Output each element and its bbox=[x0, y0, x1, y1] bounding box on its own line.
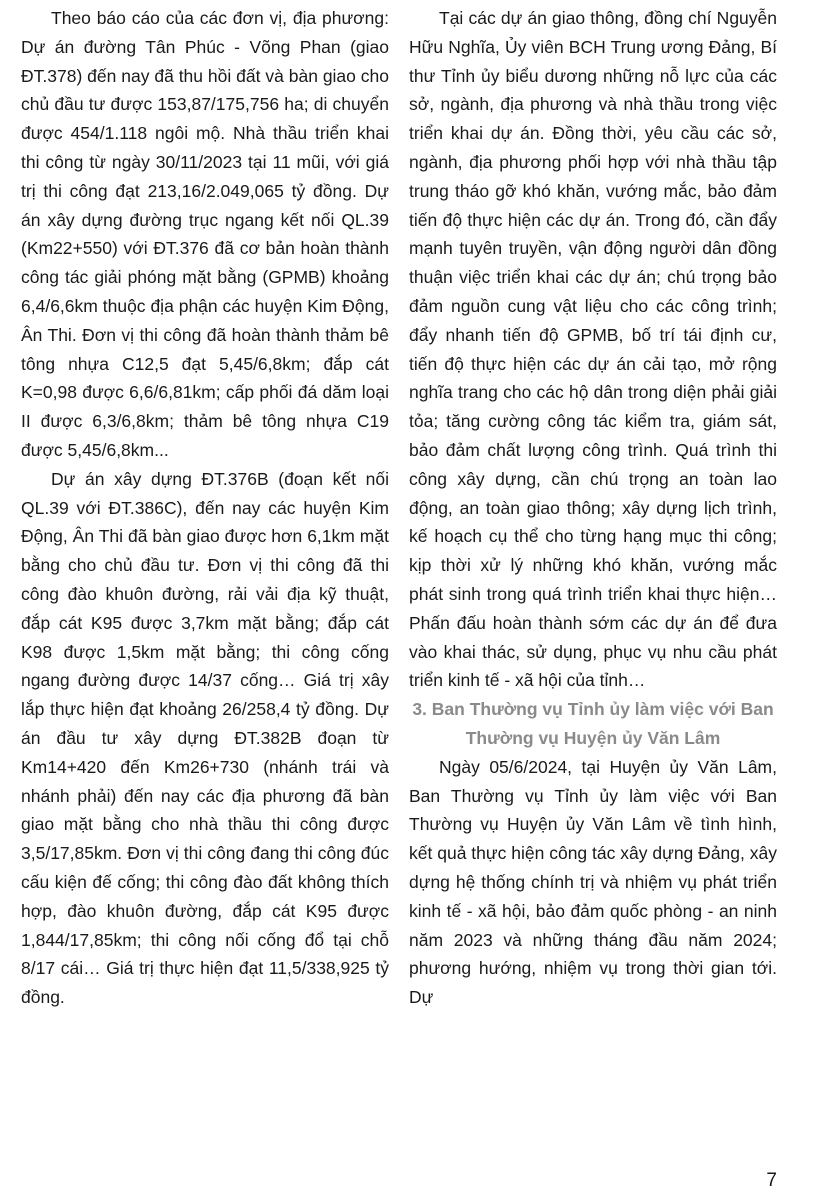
paragraph: Dự án xây dựng ĐT.376B (đoạn kết nối QL.39 với ĐT.386C), đến nay các huyện Kim Động, Ân Thi đã bàn giao được hơn 6,1km mặt bằng cho chủ đầu tư. Đơn vị thi công đã thi công đào khuôn đường, rải vải địa kỹ thuật, đắp cát K95 được 3,7km mặt bằng; đắp cát K98 được 1,5km mặt bằng; thi công cống ngang đường được 14/37 cống… Giá trị xây lắp thực hiện đạt khoảng 26/258,4 tỷ đồng. Dự án đầu tư xây dựng ĐT.382B đoạn từ Km14+420 đến Km26+730 (nhánh trái và nhánh phải) đến nay các địa phương đã bàn giao mặt bằng cho nhà thầu thi công được 3,5/17,85km. Đơn vị thi công đang thi công đúc cấu kiện đế cống; thi công đào đất không thích hợp, đào khuôn đường, đắp cát K95 được 1,844/17,85km; thi công nối cống đổ tại chỗ 8/17 cái… Giá trị thực hiện đạt 11,5/338,925 tỷ đồng. bbox=[21, 468, 389, 1008]
right-column bbox=[409, 4, 777, 1012]
section-heading: 3. Ban Thường vụ Tỉnh ủy làm việc với Ban Thường vụ Huyện ủy Văn Lâm bbox=[412, 699, 774, 748]
left-column bbox=[21, 4, 389, 1012]
paragraph: Ngày 05/6/2024, tại Huyện ủy Văn Lâm, Ban Thường vụ Tỉnh ủy làm việc với Ban Thường vụ Huyện ủy Văn Lâm về tình hình, kết quả thực hiện công tác xây dựng Đảng, xây dựng hệ thống chính trị và nhiệm vụ phát triển kinh tế - xã hội, bảo đảm quốc phòng - an ninh năm 2023 và những tháng đầu năm 2024; phương hướng, nhiệm vụ trong thời gian tới. Dự bbox=[409, 756, 777, 1008]
paragraph: Theo báo cáo của các đơn vị, địa phương: Dự án đường Tân Phúc - Võng Phan (giao ĐT.378) đến nay đã thu hồi đất và bàn giao cho chủ đầu tư được 153,87/175,756 ha; di chuyển được 454/1.118 ngôi mộ. Nhà thầu triển khai thi công từ ngày 30/11/2023 tại 11 mũi, với giá trị thi công đạt 213,16/2.049,065 tỷ đồng. Dự án xây dựng đường trục ngang kết nối QL.39 (Km22+550) với ĐT.376 đã cơ bản hoàn thành công tác giải phóng mặt bằng (GPMB) khoảng 6,4/6,6km thuộc địa phận các huyện Kim Động, Ân Thi. Đơn vị thi công đã hoàn thành thảm bê tông nhựa C12,5 đạt 5,45/6,8km; đắp cát K=0,98 được 6,6/6,81km; cấp phối đá dăm loại II được 6,3/6,8km; thảm bê tông nhựa C19 được 5,45/6,8km... bbox=[21, 8, 389, 460]
paragraph: Tại các dự án giao thông, đồng chí Nguyễn Hữu Nghĩa, Ủy viên BCH Trung ương Đảng, Bí thư Tỉnh ủy biểu dương những nỗ lực của các sở, ngành, địa phương và nhà thầu trong việc triển khai dự án. Đồng thời, yêu cầu các sở, ngành, địa phương phối hợp với nhà thầu tập trung tháo gỡ khó khăn, vướng mắc, bảo đảm tiến độ thực hiện các dự án. Trong đó, cần đẩy mạnh tuyên truyền, vận động người dân đồng thuận việc triển khai các dự án; chú trọng bảo đảm nguồn cung vật liệu cho các công trình; đẩy nhanh tiến độ GPMB, bố trí tái định cư, tiến độ thực hiện các dự án cải tạo, mở rộng nghĩa trang cho các hộ dân trong diện phải giải tỏa; tăng cường công tác kiểm tra, giám sát, bảo đảm chất lượng công trình. Quá trình thi công xây dựng, cần chú trọng an toàn lao động, an toàn giao thông; xây dựng lịch trình, kế hoạch cụ thể cho từng hạng mục thi công; kịp thời xử lý những khó khăn, vướng mắc phát sinh trong quá trình triển khai thực hiện… Phấn đấu hoàn thành sớm các dự án để đưa vào khai thác, sử dụng, phục vụ nhu cầu phát triển kinh tế - xã hội của tỉnh… bbox=[409, 8, 777, 691]
page-number: 7 bbox=[766, 1170, 777, 1191]
